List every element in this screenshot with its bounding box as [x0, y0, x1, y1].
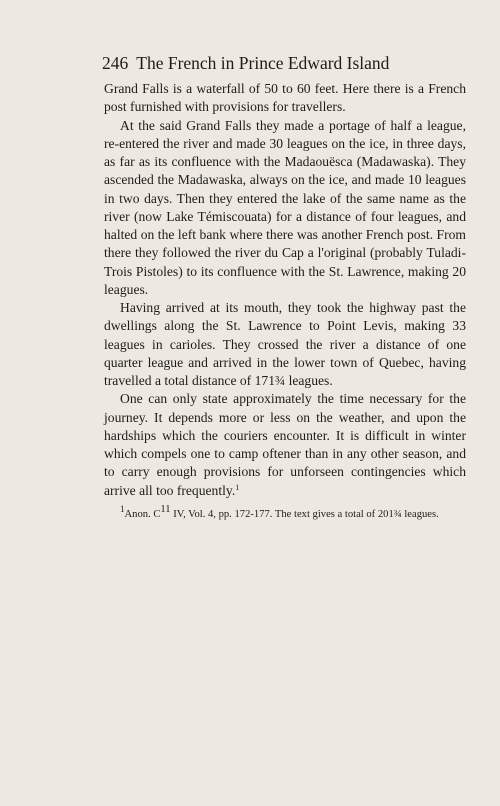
- paragraph-text: Having arrived at its mouth, they took the highway past the dwellings along the St. Lawrence to Point Levis, making 33 leagues in carioles. They crossed the river a distance of one quarter league and arrived in the lower town of Quebec, having travelled a total distance of 171¾ leagues.: [104, 300, 466, 388]
- footnote-text-before: Anon. C: [124, 508, 161, 520]
- page-number: 246: [102, 53, 129, 73]
- footnote: [104, 503, 466, 522]
- paragraph-text: Grand Falls is a waterfall of 50 to 60 feet. Here there is a French post furnished with provisions for travellers.: [104, 81, 466, 115]
- running-header: [102, 52, 466, 74]
- page-content: [104, 52, 466, 522]
- paragraph: [104, 299, 466, 390]
- body-text: [104, 80, 466, 500]
- paragraph-text: At the said Grand Falls they made a portage of half a league, re-entered the river and made 30 leagues on the ice, in three days, as far as its confluence with the Madaouësca (Madawaska). They ascended the Madawaska, always on the ice, and made 10 leagues in two days. Then they entered the lake of the same name as the river (now Lake Témiscouata) for a distance of four leagues, and halted on the left bank where there was another French post. From there they followed the river du Cap a l'original (probably Tuladi-Trois Pistoles) to its confluence with the St. Lawrence, making 20 leagues.: [104, 117, 466, 297]
- paragraph: [104, 390, 466, 500]
- footnote-reference: 1: [235, 482, 240, 492]
- footnote-marker: 1: [120, 503, 125, 514]
- footnote-superscript: 11: [160, 503, 171, 515]
- running-title: The French in Prince Edward Island: [136, 53, 390, 73]
- paragraph: [104, 117, 466, 300]
- footnote-text-after: IV, Vol. 4, pp. 172-177. The text gives a total of 201¾ leagues.: [170, 508, 439, 520]
- paragraph-text: One can only state approximately the time necessary for the journey. It depends more or less on the weather, and upon the hardships which the couriers encounter. It is difficult in winter which compels one to camp oftener than in any other season, and to carry enough provisions for unforseen contingencies which arrive all too frequently.: [104, 391, 466, 498]
- paragraph: [104, 80, 466, 117]
